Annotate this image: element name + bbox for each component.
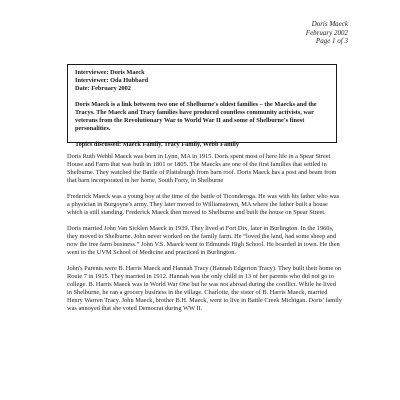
header-date: February 2002 — [305, 28, 348, 37]
body-paragraph: Frederick Maeck was a young boy at the time of the battle of Ticonderoga. He was with his father who was a physician in Burgoyne's army. They later moved to Williamstown, MA where the father built a house which is still standing. Frederick Maeck then moved to Shelburne and built the house on Spear Street. — [67, 193, 340, 216]
interview-body — [67, 153, 342, 321]
interview-summary-box — [67, 64, 337, 148]
interviewee-line: Interviewee: Doris Maeck — [75, 69, 145, 76]
interviewer-line: Interviewer: Oda Hubbard — [75, 77, 149, 84]
body-paragraph: John's Parents were B. Harris Maeck and Hannah Tracy (Hannah Edgerton Tracy). They built their home on Route 7 in 1915. They married in 1912. Hannah was the only child in 13 of her parents who did not go to college. B. Harris Maeck was in World War One but he was not abroad during the conflict. While he lived in Shelburne, he ran a grocery business in the village. Charlotte, the sister of B. Harris Maeck, married Henry Warren Tracy. John Maeck, brother B.H. Maeck, went to live in Battle Creek Michigan. Doris' family was annoyed that she voted Democrat during WW II. — [67, 265, 342, 312]
header-interviewee-name: Doris Maeck — [311, 20, 348, 28]
page-header — [306, 20, 348, 46]
body-paragraph: Doris Ruth Webbl Maeck was born in Lynn, MA in 1915. Doris spent most of here life in a Spear Street House and Farm that was built in 1801 or 1805. The Maecks are one of the first families that settled in Shelburne. They watched the Battle of Plattsburgh from barn roof. Doris Maeck has a post and beam from that barn incorporated in her home, South Forty, in Shelburne — [67, 153, 337, 184]
summary-description: Doris Maeck is a link between two one of Shelburne's oldest families – the Maecks and the Tracys. The Maeck and Tracy families have produced countless community activists, war veterans from the Revolutionary War to World War II and some of Shelburne's finest personalities. — [75, 101, 317, 132]
header-page-number: Page 1 of 3 — [315, 37, 348, 45]
topics-discussed: Topics discussed: Maeck Family, Tracy Family, Webb Family — [75, 141, 240, 148]
interview-date-line: Date: February 2002 — [75, 85, 131, 92]
body-paragraph: Doris married John Van Sicklen Maeck in 1939. They lived at Fort Dix, later in Burlington. In the 1960s, they moved to Shelburne. John never worked on the family farm. He “loved the land, had some sheep and now the tree farm business.” John V.S. Maeck went to Edmunds High School. He boarded in town. He then went to the UVM School of Medicine and practiced in Burlington. — [67, 225, 340, 256]
